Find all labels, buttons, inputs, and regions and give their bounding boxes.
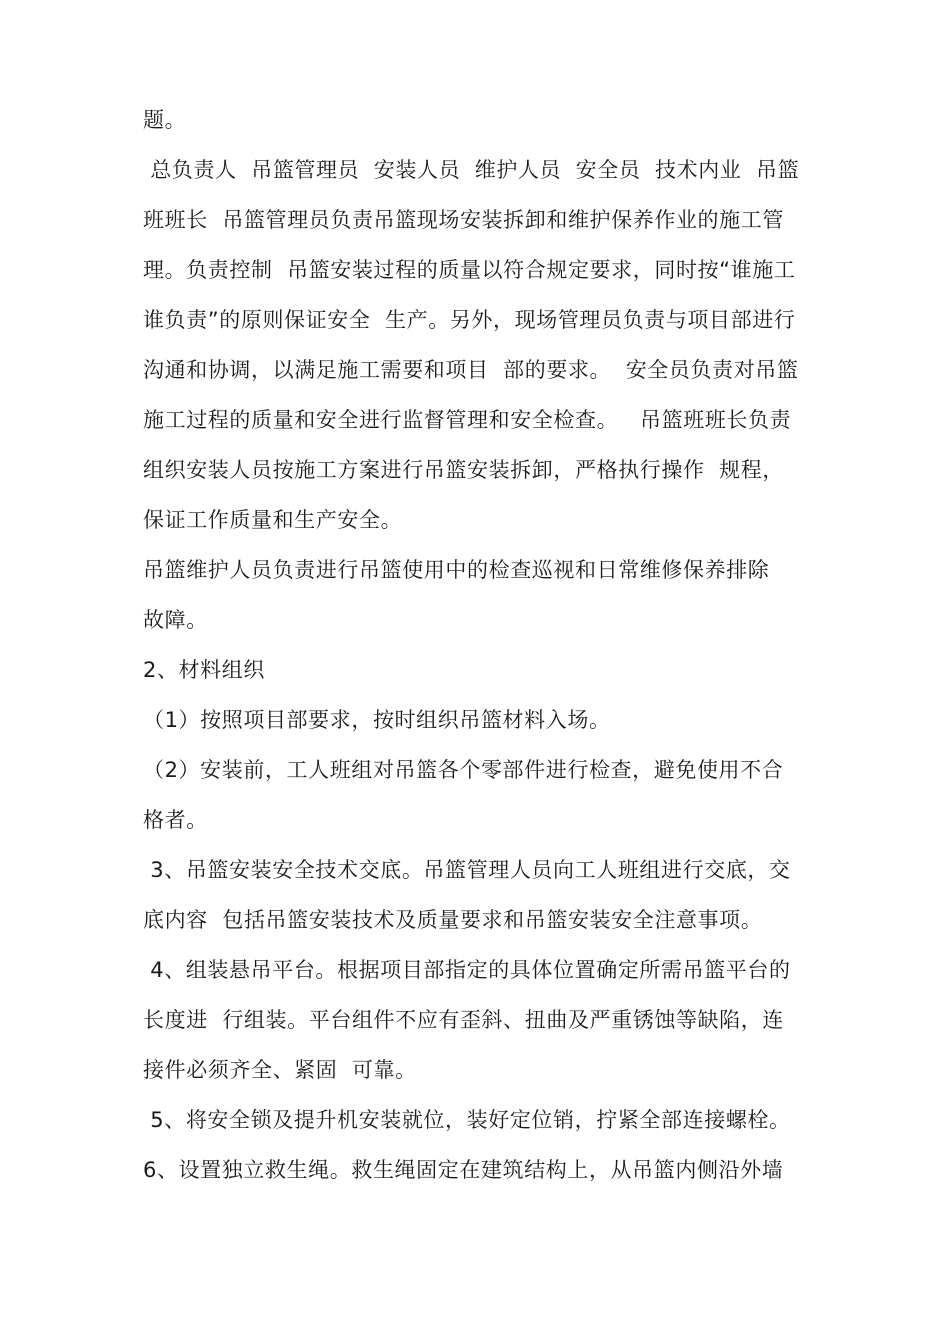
text-line: 长度进 行组装。平台组件不应有歪斜、扭曲及严重锈蚀等缺陷，连 [143,1008,784,1032]
section-heading: 2、材料组织 [143,658,265,682]
text-line: （2）安装前，工人班组对吊篮各个零部件进行检查，避免使用不合 [143,758,784,782]
text-line: 组织安装人员按施工方案进行吊篮安装拆卸，严格执行操作 规程， [143,458,784,482]
text-line: 4、组装悬吊平台。根据项目部指定的具体位置确定所需吊篮平台的 [143,958,791,982]
text-line: 谁负责”的原则保证安全 生产。另外，现场管理员负责与项目部进行 [143,308,796,332]
text-line: 格者。 [143,808,208,832]
text-line: 理。负责控制 吊篮安装过程的质量以符合规定要求，同时按“谁施工 [143,258,796,282]
text-line: 接件必须齐全、紧固 可靠。 [143,1058,417,1082]
text-line: 题。 [143,108,187,132]
text-line: （1）按照项目部要求，按时组织吊篮材料入场。 [143,708,611,732]
text-line: 总负责人 吊篮管理员 安装人员 维护人员 安全员 技术内业 吊篮 [143,158,800,182]
text-line: 底内容 包括吊篮安装技术及质量要求和吊篮安装安全注意事项。 [143,908,763,932]
text-line: 3、吊篮安装安全技术交底。吊篮管理人员向工人班组进行交底，交 [143,858,791,882]
text-line: 故障。 [143,608,208,632]
text-line: 保证工作质量和生产安全。 [143,508,403,532]
text-line: 5、将安全锁及提升机安装就位，装好定位销，拧紧全部连接螺栓。 [143,1108,791,1132]
text-line: 吊篮维护人员负责进行吊篮使用中的检查巡视和日常维修保养排除 [143,558,770,582]
text-line: 6、设置独立救生绳。救生绳固定在建筑结构上，从吊篮内侧沿外墙 [143,1158,784,1182]
text-line: 班班长 吊篮管理员负责吊篮现场安装拆卸和维护保养作业的施工管 [143,208,784,232]
text-line: 施工过程的质量和安全进行监督管理和安全检查。 吊篮班班长负责 [143,408,792,432]
text-line: 沟通和协调，以满足施工需要和项目 部的要求。 安全员负责对吊篮 [143,358,799,382]
